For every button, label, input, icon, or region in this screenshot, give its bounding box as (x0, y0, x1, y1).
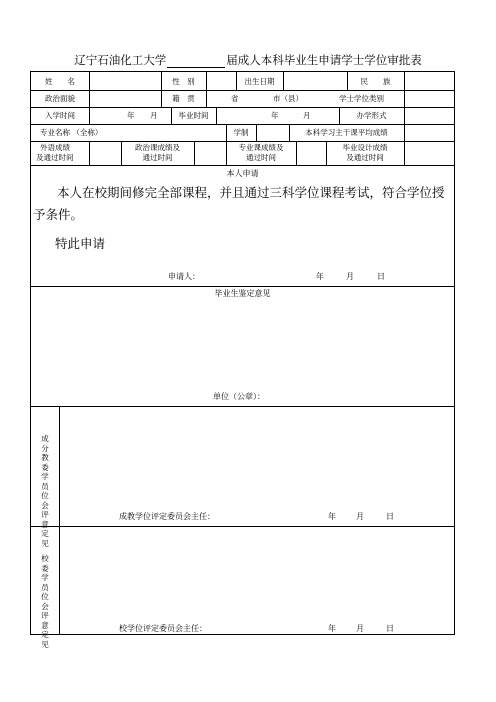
label-politics-score-2: 通过时间 (142, 153, 173, 162)
label-column-divider (59, 406, 60, 635)
label-duration: 学制 (233, 128, 249, 137)
applicant-label: 申请人： (168, 272, 200, 281)
label-year: 年 (271, 111, 279, 120)
title-prefix: 辽宁石油化工大学 (74, 53, 167, 67)
cell-divider (404, 90, 405, 107)
label-design-score-1: 毕业设计成绩 (342, 143, 388, 152)
section-divider (31, 286, 454, 287)
label-major-name: 专业名称 （全称） (40, 128, 103, 137)
cell-divider (256, 124, 257, 141)
cell-divider (216, 107, 217, 124)
row-divider (31, 124, 454, 125)
school-committee-label: 校委学员位会评意定见 (41, 554, 49, 649)
cell-divider (296, 141, 297, 165)
cell-divider (283, 72, 284, 90)
label-foreign-lang-1: 外语成绩 (40, 143, 70, 152)
label-major-score-2: 通过时间 (246, 153, 276, 162)
approval-form (30, 71, 455, 649)
label-degree-type: 学士学位类别 (339, 94, 384, 103)
branch-committee-label: 成分教委学员位会评意定见 (41, 434, 49, 548)
application-text: 本人在校期间修完全部课程，并且通过三科学位课程考试，符合学位授予条件。 (33, 185, 445, 222)
label-month: 月 (303, 111, 311, 120)
label-native-place: 籍 贯 (172, 94, 195, 103)
appraisal-header: 毕业生鉴定意见 (214, 289, 271, 298)
cell-divider (404, 124, 405, 141)
label-ethnicity: 民 族 (360, 77, 391, 86)
cell-divider (206, 72, 207, 90)
label-day: 日 (377, 272, 385, 281)
unit-seal-label: 单位（公章）： (213, 392, 265, 401)
label-gender: 性 别 (172, 77, 195, 86)
cell-divider (404, 107, 405, 124)
row-divider (31, 90, 454, 91)
label-year: 年 (328, 512, 336, 521)
row-divider (31, 107, 454, 108)
label-city-county: 市（县） (273, 94, 303, 103)
section-divider (31, 406, 454, 407)
label-month: 月 (356, 512, 364, 521)
label-enroll-date: 入学时间 (45, 111, 75, 120)
label-study-form: 办学形式 (356, 111, 387, 120)
label-day: 日 (386, 512, 394, 521)
label-month: 月 (150, 111, 158, 120)
cell-divider (89, 90, 90, 107)
label-major-score-1: 专业课成绩及 (238, 143, 284, 152)
label-average-grade: 本科学习主干课平均成绩 (305, 128, 388, 137)
application-closing: 特此申请 (55, 236, 106, 251)
cell-divider (194, 141, 195, 165)
title-suffix: 届成人本科毕业生申请学士学位审批表 (226, 53, 422, 67)
cell-divider (206, 90, 207, 107)
branch-signature-label: 成教学位评定委员会主任： (119, 512, 215, 521)
label-year: 年 (316, 272, 324, 281)
row-divider (31, 165, 454, 166)
label-foreign-lang-2: 及通过时间 (36, 153, 74, 162)
page-title (0, 52, 496, 68)
label-year: 年 (328, 624, 336, 633)
cell-divider (89, 141, 90, 165)
cell-divider (89, 72, 90, 90)
label-year: 年 (127, 111, 135, 120)
label-political-status: 政治面貌 (45, 94, 75, 103)
label-birth-date: 出生日期 (244, 77, 275, 86)
label-name: 姓 名 (45, 77, 75, 86)
school-signature-label: 校学位评定委员会主任： (119, 624, 207, 633)
label-day: 日 (386, 624, 394, 633)
label-design-score-2: 及通过时间 (346, 153, 384, 162)
label-month: 月 (356, 624, 364, 633)
label-month: 月 (346, 272, 354, 281)
application-header: 本人申请 (226, 169, 259, 178)
row-divider (31, 141, 454, 142)
year-blank[interactable] (167, 56, 225, 68)
cell-divider (89, 107, 90, 124)
cell-divider (404, 141, 405, 165)
section-divider (31, 526, 454, 527)
label-graduation-date: 毕业时间 (178, 111, 209, 120)
cell-divider (404, 72, 405, 90)
label-province: 省 (231, 94, 239, 103)
label-politics-score-1: 政治课成绩及 (135, 143, 180, 152)
